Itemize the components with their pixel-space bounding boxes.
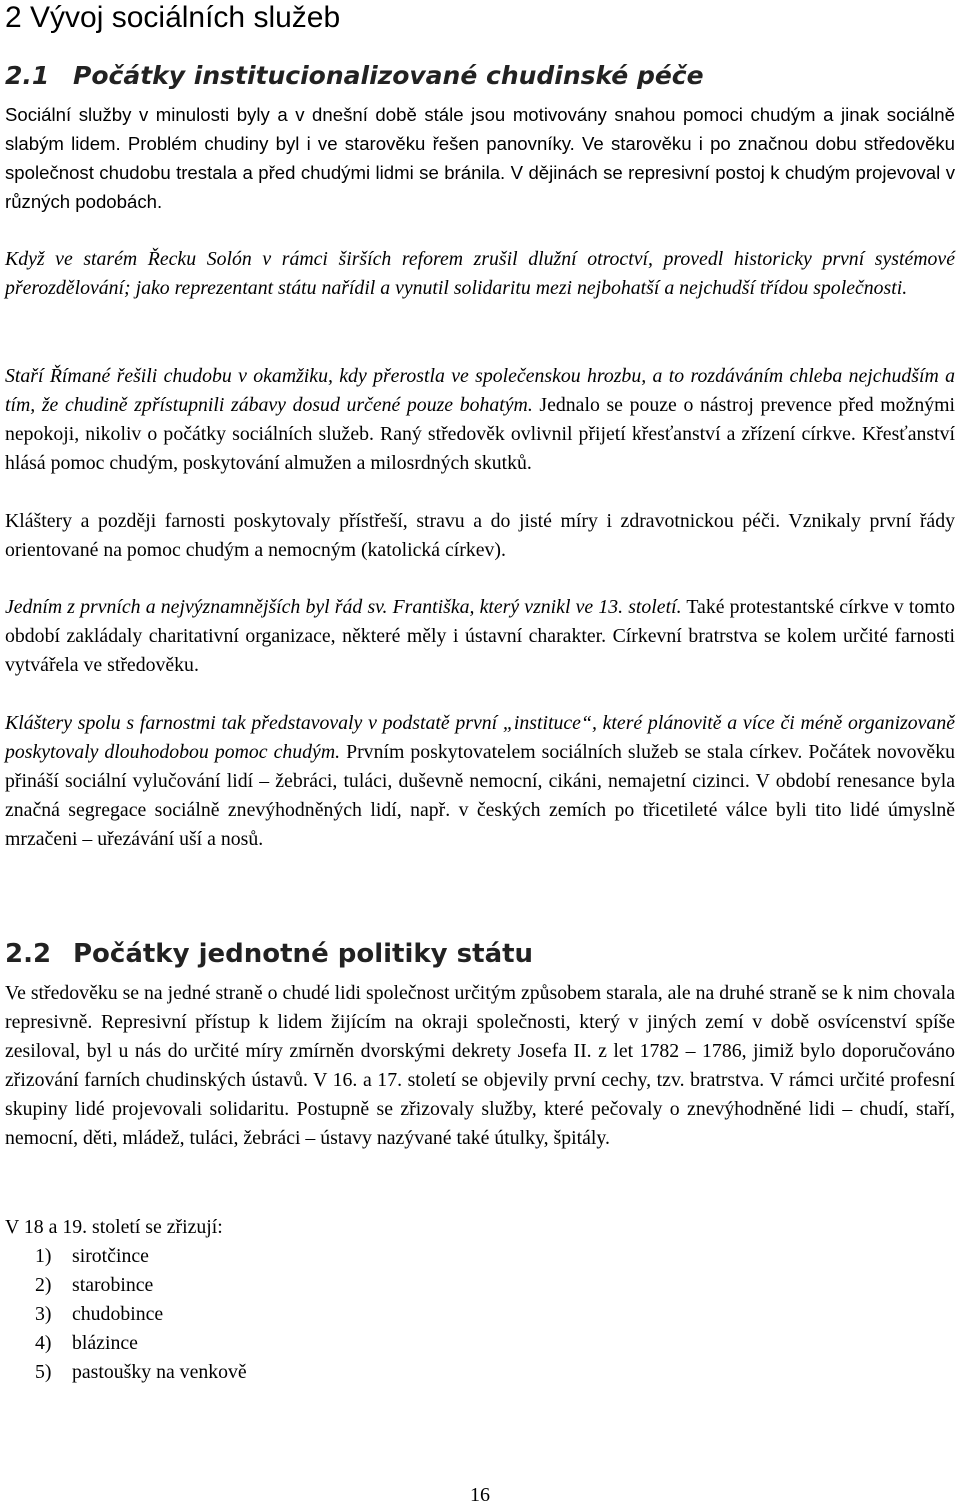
chapter-title: 2 Vývoj sociálních služeb <box>5 1 341 34</box>
list-item-text: sirotčince <box>72 1245 149 1267</box>
list-item <box>5 1242 955 1271</box>
paragraph-text: Sociální služby v minulosti byly a v dnešní době stále jsou motivovány snahou pomoci chudým a jinak sociálně slabým lidem. Problém chudiny byl i ve starověku řešen panovníky. Ve starověku i po značnou dobu středověku společnost chudobu trestala a před chudými lidmi se bránila. V dějinách se represivní postoj k chudým projevoval v různých podobách. <box>5 104 955 212</box>
list-item <box>5 1358 955 1387</box>
list-item-number: 3) <box>35 1303 52 1325</box>
paragraph-text: Když ve starém Řecku Solón v rámci širších reforem zrušil dlužní otroctví, provedl historicky první systémové přerozdělování; jako reprezentant státu nařídil a vynutil solidaritu mezi nejbohatší a nejchudší třídou společnosti. <box>5 248 955 299</box>
list-item-number: 4) <box>35 1332 52 1354</box>
regular-text: Také protestantské církve v tomto období zakládaly charitativní organizace, některé měly i ústavní charakter. Církevní bratrstva se kolem určité farnosti vytvářela ve středověku. <box>5 596 955 676</box>
list-item <box>5 1271 955 1300</box>
page-number: 16 <box>470 1484 490 1506</box>
paragraph-monasteries <box>5 507 955 565</box>
list-item-number: 5) <box>35 1361 52 1383</box>
list-item-number: 2) <box>35 1274 52 1296</box>
list-item-text: starobince <box>72 1274 154 1296</box>
paragraph-institutions <box>5 709 955 854</box>
list-item-text: blázince <box>72 1332 138 1354</box>
institution-list <box>5 1242 955 1387</box>
regular-text: Jednalo se pouze o nástroj prevence před možnými nepokoji, nikoliv o počátky sociálních služeb. Raný středověk ovlivnil přijetí křesťanství a zřízení církve. Křesťanství hlásá pomoc chudým, poskytování almužen a milosrdných skutků. <box>5 394 955 474</box>
paragraph-romans <box>5 362 955 478</box>
italic-text: Staří Římané řešili chudobu v okamžiku, kdy přerostla ve společenskou hrozbu, a to rozdáváním chleba nejchudším a tím, že chudině zpřístupnili zábavy dosud určené pouze bohatým. <box>5 365 955 416</box>
paragraph-franciscans <box>5 593 955 680</box>
paragraph-solon <box>5 245 955 303</box>
paragraph-text: Ve středověku se na jedné straně o chudé lidi společnost určitým způsobem starala, ale na druhé straně se k nim chovala represivně. Represivní přístup k lidem žijícím na okraji společnosti, který v jiných zemí v době osvícenství spíše zesiloval, byl u nás do určité míry zmírněn dvorskými dekrety Josefa II. z let 1782 – 1786, jimiž bylo doporučováno zřizování farních chudinských ústavů. V 16. a 17. století se objevily první cechy, tzv. bratrstva. V rámci určité profesní skupiny lidé projevovali solidaritu. Postupně se zřizovaly služby, které pečovaly o znevýhodněné lidi – chudí, staří, nemocní, děti, mládež, tuláci, žebráci – ústavy nazývané také útulky, špitály. <box>5 982 955 1149</box>
regular-text: Prvním poskytovatelem sociálních služeb se stala církev. Počátek novověku přináší sociální vylučování lidí – žebráci, tuláci, duševně nemocní, cikáni, nemajetní cizinci. V období renesance byla značná segregace sociálně znevýhodněných lidí, např. v českých zemích po třicetileté válce byli tito lidé úmyslně mrzačeni – uřezávání uší a nosů. <box>5 741 955 850</box>
list-item-text: pastoušky na venkově <box>72 1361 247 1383</box>
list-item <box>5 1300 955 1329</box>
paragraph-text <box>5 709 955 854</box>
paragraph-text <box>5 362 955 478</box>
paragraph-state-policy <box>5 979 955 1153</box>
list-item-text: chudobince <box>72 1303 164 1325</box>
section-heading-2-2 <box>5 938 533 970</box>
section-number: 2.2 <box>5 939 52 969</box>
section-heading-2-1 <box>5 60 704 92</box>
section-title: Počátky jednotné politiky státu <box>73 939 534 969</box>
section-number: 2.1 <box>5 61 50 90</box>
paragraph-text: Kláštery a později farnosti poskytovaly přístřeší, stravu a do jisté míry i zdravotnickou péči. Vznikaly první řády orientované na pomoc chudým a nemocným (katolická církev). <box>5 510 955 561</box>
list-intro: V 18 a 19. století se zřizují: <box>5 1216 223 1238</box>
paragraph-intro <box>5 100 955 216</box>
institution-list-block <box>5 1213 955 1387</box>
paragraph-text <box>5 593 955 680</box>
section-title: Počátky institucionalizované chudinské péče <box>73 61 704 90</box>
list-item <box>5 1329 955 1358</box>
italic-text: Kláštery spolu s farnostmi tak představovaly v podstatě první „instituce“, které plánovitě a více či méně organizovaně poskytovaly dlouhodobou pomoc chudým. <box>5 712 955 763</box>
italic-text: Jedním z prvních a nejvýznamnějších byl řád sv. Františka, který vznikl ve 13. století. <box>5 596 682 618</box>
list-item-number: 1) <box>35 1245 52 1267</box>
